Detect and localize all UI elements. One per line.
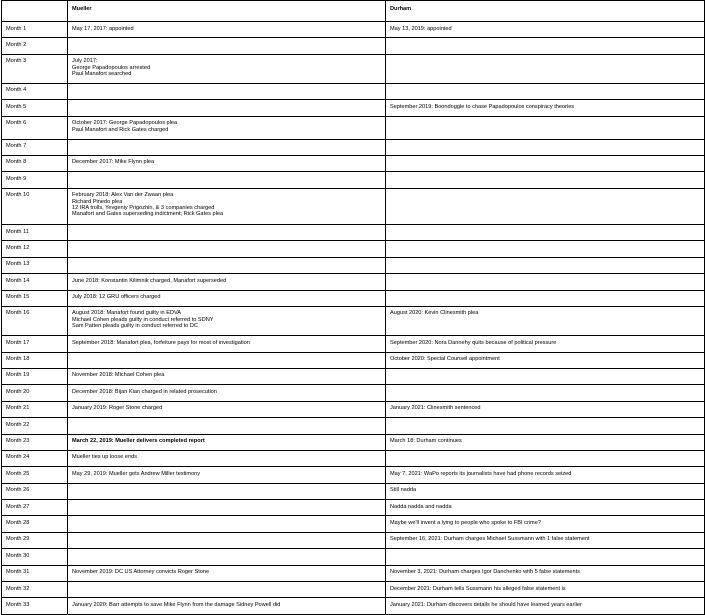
mueller-cell: August 2018: Manafort found guilty in EDVA Michael Cohen pleads guilty in conduct referred to SDNY Sam Patten pleads guilty in conduct referred to DC (68, 306, 386, 335)
mueller-cell (68, 418, 386, 434)
durham-cell: Nadda nadda and nadda (386, 500, 705, 516)
month-cell: Month 12 (2, 241, 68, 257)
mueller-cell (68, 532, 386, 548)
table-row (2, 116, 705, 139)
table-row (2, 385, 705, 401)
table-row (2, 100, 705, 116)
month-cell: Month 23 (2, 434, 68, 450)
table-row (2, 434, 705, 450)
table-row (2, 582, 705, 598)
durham-cell (386, 116, 705, 139)
durham-cell: May 7, 2021: WaPo reports its journalists have had phone records seized (386, 467, 705, 483)
month-cell: Month 29 (2, 532, 68, 548)
month-cell: Month 31 (2, 565, 68, 581)
table-row (2, 598, 705, 614)
table-row (2, 532, 705, 548)
month-cell: Month 17 (2, 336, 68, 352)
month-cell: Month 24 (2, 450, 68, 466)
month-cell: Month 32 (2, 582, 68, 598)
durham-cell (386, 225, 705, 241)
mueller-cell: November 2018: Michael Cohen plea (68, 368, 386, 384)
durham-cell (386, 38, 705, 54)
durham-cell (386, 274, 705, 290)
table-row (2, 54, 705, 83)
table-row (2, 368, 705, 384)
mueller-cell (68, 582, 386, 598)
mueller-cell: Mueller ties up loose ends (68, 450, 386, 466)
table-row (2, 418, 705, 434)
table-row (2, 290, 705, 306)
table-row (2, 225, 705, 241)
durham-cell (386, 549, 705, 565)
durham-cell (386, 54, 705, 83)
table-row (2, 257, 705, 273)
table-row (2, 306, 705, 335)
durham-cell (386, 188, 705, 224)
mueller-cell: July 2018: 12 GRU officers charged (68, 290, 386, 306)
durham-cell (386, 241, 705, 257)
month-cell: Month 22 (2, 418, 68, 434)
table-row (2, 188, 705, 224)
durham-cell (386, 172, 705, 188)
month-cell: Month 19 (2, 368, 68, 384)
month-cell: Month 6 (2, 116, 68, 139)
durham-cell (386, 139, 705, 155)
durham-cell: October 2020: Special Counsel appointment (386, 352, 705, 368)
table-row (2, 274, 705, 290)
mueller-cell: November 2019: DC US Attorney convicts Roger Stone (68, 565, 386, 581)
mueller-cell (68, 83, 386, 99)
table-row (2, 22, 705, 38)
month-cell: Month 13 (2, 257, 68, 273)
mueller-cell: January 2019: Roger Stone charged (68, 401, 386, 417)
table-row (2, 500, 705, 516)
month-cell: Month 14 (2, 274, 68, 290)
table-row (2, 83, 705, 99)
durham-cell: September 2020: Nora Dannehy quits because of political pressure (386, 336, 705, 352)
table-row (2, 172, 705, 188)
mueller-cell (68, 225, 386, 241)
table-row (2, 483, 705, 499)
durham-cell: September 16, 2021: Durham charges Michael Sussmann with 1 false statement (386, 532, 705, 548)
month-cell: Month 33 (2, 598, 68, 614)
durham-cell: Still nadda (386, 483, 705, 499)
month-cell: Month 20 (2, 385, 68, 401)
durham-cell: December 2021: Durham tells Sussmann his alleged false statement is (386, 582, 705, 598)
mueller-cell (68, 500, 386, 516)
month-cell: Month 10 (2, 188, 68, 224)
mueller-cell: January 2020: Barr attempts to save Mike Flynn from the damage Sidney Powell did (68, 598, 386, 614)
mueller-cell (68, 38, 386, 54)
mueller-cell (68, 483, 386, 499)
durham-cell (386, 155, 705, 171)
month-cell: Month 27 (2, 500, 68, 516)
header-row (2, 1, 705, 22)
durham-cell: November 3, 2021: Durham charges Igor Danchenko with 5 false statements (386, 565, 705, 581)
table-row (2, 336, 705, 352)
month-cell: Month 18 (2, 352, 68, 368)
durham-cell (386, 368, 705, 384)
month-cell: Month 8 (2, 155, 68, 171)
mueller-cell: December 2017: Mike Flynn plea (68, 155, 386, 171)
mueller-cell (68, 516, 386, 532)
table-row (2, 549, 705, 565)
mueller-cell: May 17, 2017: appointed (68, 22, 386, 38)
month-cell: Month 28 (2, 516, 68, 532)
durham-cell (386, 257, 705, 273)
timeline-table (1, 0, 705, 615)
mueller-cell: June 2018: Konstantin Kilimnik charged, Manafort superseded (68, 274, 386, 290)
durham-cell: Maybe we'll invent a lying to people who spoke to FBI crime? (386, 516, 705, 532)
durham-cell: January 2021: Durham discovers details he should have learned years earlier (386, 598, 705, 614)
mueller-cell: July 2017: George Papadopoulos arrested Paul Manafort searched (68, 54, 386, 83)
month-cell: Month 11 (2, 225, 68, 241)
mueller-cell (68, 352, 386, 368)
month-cell: Month 21 (2, 401, 68, 417)
mueller-cell: February 2018: Alex Van der Zwaan plea Richard Pinedo plea 12 IRA trolls, Yevgeniy Prigozhin, & 3 companies charged Manafort and Gates superseding indictment; Rick Gates plea (68, 188, 386, 224)
mueller-cell: September 2018: Manafort plea, forfeiture pays for most of investigation (68, 336, 386, 352)
table-row (2, 565, 705, 581)
table-row (2, 516, 705, 532)
durham-cell (386, 450, 705, 466)
durham-cell (386, 418, 705, 434)
durham-cell: March 18: Durham continues (386, 434, 705, 450)
month-cell: Month 1 (2, 22, 68, 38)
durham-cell: September 2019: Boondoggle to chase Papadopoulos conspiracy theories (386, 100, 705, 116)
table-row (2, 38, 705, 54)
month-cell: Month 3 (2, 54, 68, 83)
mueller-cell (68, 100, 386, 116)
table-row (2, 450, 705, 466)
durham-cell: August 2020: Kevin Clinesmith plea (386, 306, 705, 335)
month-cell: Month 15 (2, 290, 68, 306)
mueller-cell: May 29, 2019: Mueller gets Andrew Miller testimony (68, 467, 386, 483)
mueller-cell (68, 241, 386, 257)
table-row (2, 139, 705, 155)
mueller-cell: October 2017: George Papadopoulos plea Paul Manafort and Rick Gates charged (68, 116, 386, 139)
durham-cell (386, 385, 705, 401)
table-row (2, 155, 705, 171)
mueller-cell: December 2018: Bijan Kian charged in related prosecution (68, 385, 386, 401)
month-cell: Month 16 (2, 306, 68, 335)
mueller-cell (68, 172, 386, 188)
table-row (2, 467, 705, 483)
mueller-cell (68, 257, 386, 273)
mueller-cell (68, 139, 386, 155)
durham-cell: January 2021: Clinesmith sentenced (386, 401, 705, 417)
month-cell: Month 2 (2, 38, 68, 54)
header-month (2, 1, 68, 22)
month-cell: Month 25 (2, 467, 68, 483)
table-row (2, 401, 705, 417)
month-cell: Month 4 (2, 83, 68, 99)
mueller-cell: March 22, 2019: Mueller delivers completed report (68, 434, 386, 450)
month-cell: Month 7 (2, 139, 68, 155)
month-cell: Month 30 (2, 549, 68, 565)
durham-cell: May 13, 2019: appointed (386, 22, 705, 38)
header-durham: Durham (386, 1, 705, 22)
table-body (2, 22, 705, 615)
month-cell: Month 26 (2, 483, 68, 499)
mueller-cell (68, 549, 386, 565)
header-mueller: Mueller (68, 1, 386, 22)
table-row (2, 352, 705, 368)
month-cell: Month 9 (2, 172, 68, 188)
table-row (2, 241, 705, 257)
durham-cell (386, 290, 705, 306)
month-cell: Month 5 (2, 100, 68, 116)
durham-cell (386, 83, 705, 99)
